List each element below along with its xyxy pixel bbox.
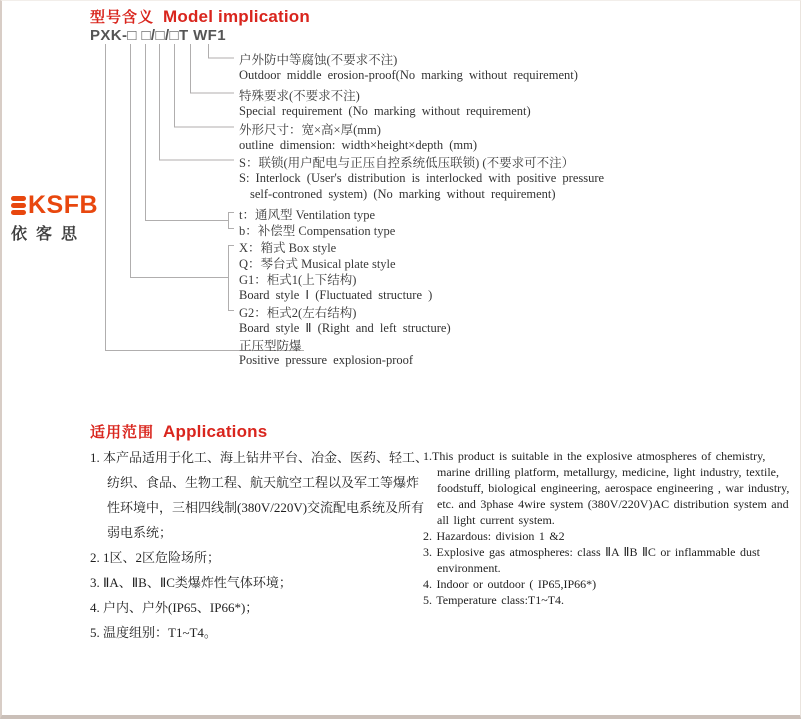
list-item: 5. Temperature class:T1~T4. — [423, 593, 565, 607]
list-item: 2. 1区、2区危险场所； — [90, 550, 221, 565]
label-special-cn: 特殊要求(不要求不注) — [239, 89, 360, 103]
label-outdoor-en: Outdoor middle erosion-proof(No marking without requirement) — [239, 68, 578, 82]
model-section-title — [90, 6, 310, 27]
eksfb-logo — [11, 193, 98, 244]
model-code: PXK-□ □/□/□T WF1 — [90, 27, 226, 44]
label-box-style: X：箱式 Box style — [239, 241, 337, 255]
label-compensation: b：补偿型 Compensation type — [239, 224, 396, 238]
applications-title-cn: 适用范围 — [90, 424, 155, 441]
applications-title-en: Applications — [163, 422, 268, 441]
applications-list-en — [423, 448, 799, 608]
label-g1-en: Board style Ⅰ (Fluctuated structure ) — [239, 288, 433, 302]
list-item: 4. Indoor or outdoor ( IP65,IP66*) — [423, 577, 597, 591]
logo-chinese-name: 依客思 — [11, 226, 87, 243]
label-interlock-en2: self-controned system) (No marking without requirement) — [250, 187, 556, 201]
label-dimension-cn: 外形尺寸：宽×高×厚(mm) — [239, 123, 381, 137]
logo-text: KSFB — [28, 191, 99, 219]
label-explosion-en: Positive pressure explosion-proof — [239, 353, 414, 367]
label-g2-en: Board style Ⅱ (Right and left structure) — [239, 321, 451, 335]
label-ventilation: t：通风型 Ventilation type — [239, 208, 376, 222]
list-item: 2. Hazardous: division 1 &2 — [423, 529, 565, 543]
label-special-en: Special requirement (No marking without requirement) — [239, 104, 531, 118]
list-item: 5. 温度组别：T1~T4。 — [90, 625, 217, 640]
label-g2-cn: G2：柜式2(左右结构) — [239, 306, 357, 320]
model-title-en: Model implication — [163, 7, 310, 26]
applications-list-cn — [90, 445, 428, 645]
label-outdoor-cn: 户外防中等腐蚀(不要求不注) — [239, 53, 398, 67]
list-item: 3. ⅡA、ⅡB、ⅡC类爆炸性气体环境； — [90, 575, 292, 590]
label-interlock-cn: S：联锁(用户配电与正压自控系统低压联锁) (不要求可不注） — [239, 156, 575, 170]
model-title-cn: 型号含义 — [90, 9, 155, 26]
label-explosion-cn: 正压型防爆 — [239, 339, 302, 353]
triple-bar-e-mark-icon — [11, 196, 26, 215]
list-item: 1.This product is suitable in the explosive atmospheres of chemistry, marine drilling platform, metallurgy, medicine, light industry, textile, foodstuff, biological engineering, aerospace engineering , war industry, etc. and 3phase 4wire system (380V/220V)AC distribution system and all light current system. — [423, 449, 790, 527]
label-musical-style: Q：琴台式 Musical plate style — [239, 257, 396, 271]
label-dimension-en: outline dimension: width×height×depth (mm) — [239, 138, 478, 152]
label-g1-cn: G1：柜式1(上下结构) — [239, 273, 357, 287]
applications-section-title — [90, 421, 267, 442]
list-item: 1. 本产品适用于化工、海上钻井平台、冶金、医药、轻工、纺织、食品、生物工程、航天航空工程以及军工等爆炸性环境中，三相四线制(380V/220V)交流配电系统及所有弱电系统； — [90, 450, 429, 540]
label-interlock-en1: S: Interlock (User's distribution is interlocked with positive pressure — [239, 171, 605, 185]
list-item: 4. 户内、户外(IP65、IP66*)； — [90, 600, 259, 615]
list-item: 3. Explosive gas atmospheres: class ⅡA ⅡB ⅡC or inflammable dust environment. — [423, 545, 761, 575]
